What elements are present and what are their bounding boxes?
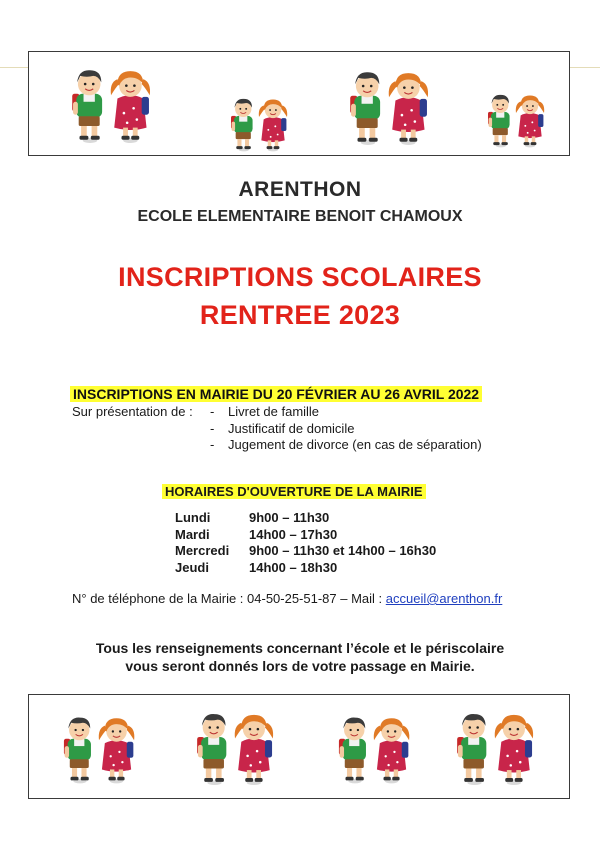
children-illustration-icon	[69, 64, 153, 146]
email-link[interactable]: accueil@arenthon.fr	[385, 591, 503, 606]
opening-hours-table	[175, 510, 436, 576]
bottom-banner	[28, 694, 570, 799]
list-item: - Jugement de divorce (en cas de séparation)	[210, 437, 482, 452]
children-illustration-icon	[347, 66, 431, 148]
list-item: - Justificatif de domicile	[210, 420, 355, 436]
table-row: Mardi 14h00 – 17h30	[175, 526, 338, 542]
page-title-line2: RENTREE 2023	[199, 300, 401, 330]
info-note-line2: vous seront donnés lors de votre passage en Mairie.	[125, 658, 475, 674]
table-row: Mercredi 9h00 – 11h30 et 14h00 – 16h30	[175, 543, 437, 558]
phone-text: N° de téléphone de la Mairie : 04-50-25-51-87 – Mail :	[72, 591, 386, 606]
top-banner	[28, 51, 570, 156]
table-row: Lundi 9h00 – 11h30	[175, 510, 330, 525]
hours-heading: HORAIRES D'OUVERTURE DE LA MAIRIE	[162, 484, 426, 499]
children-illustration-icon	[194, 707, 276, 789]
table-row: Jeudi 14h00 – 18h30	[175, 559, 338, 575]
children-illustration-icon	[336, 709, 412, 789]
inscriptions-heading: INSCRIPTIONS EN MAIRIE DU 20 FÉVRIER AU 26 AVRIL 2022	[70, 386, 482, 402]
documents-intro: Sur présentation de :	[72, 404, 193, 419]
school-name: ECOLE ELEMENTAIRE BENOIT CHAMOUX	[137, 208, 463, 225]
info-note-line1: Tous les renseignements concernant l’école et le périscolaire	[95, 640, 505, 656]
list-item: - Livret de famille	[210, 404, 320, 419]
contact-line	[72, 591, 502, 606]
page-title-line1: INSCRIPTIONS SCOLAIRES	[118, 262, 482, 292]
children-illustration-icon	[484, 92, 548, 148]
town-name: ARENTHON	[238, 178, 362, 201]
documents-list	[210, 404, 482, 454]
children-illustration-icon	[227, 96, 291, 152]
children-illustration-icon	[61, 709, 137, 789]
children-illustration-icon	[454, 707, 536, 789]
